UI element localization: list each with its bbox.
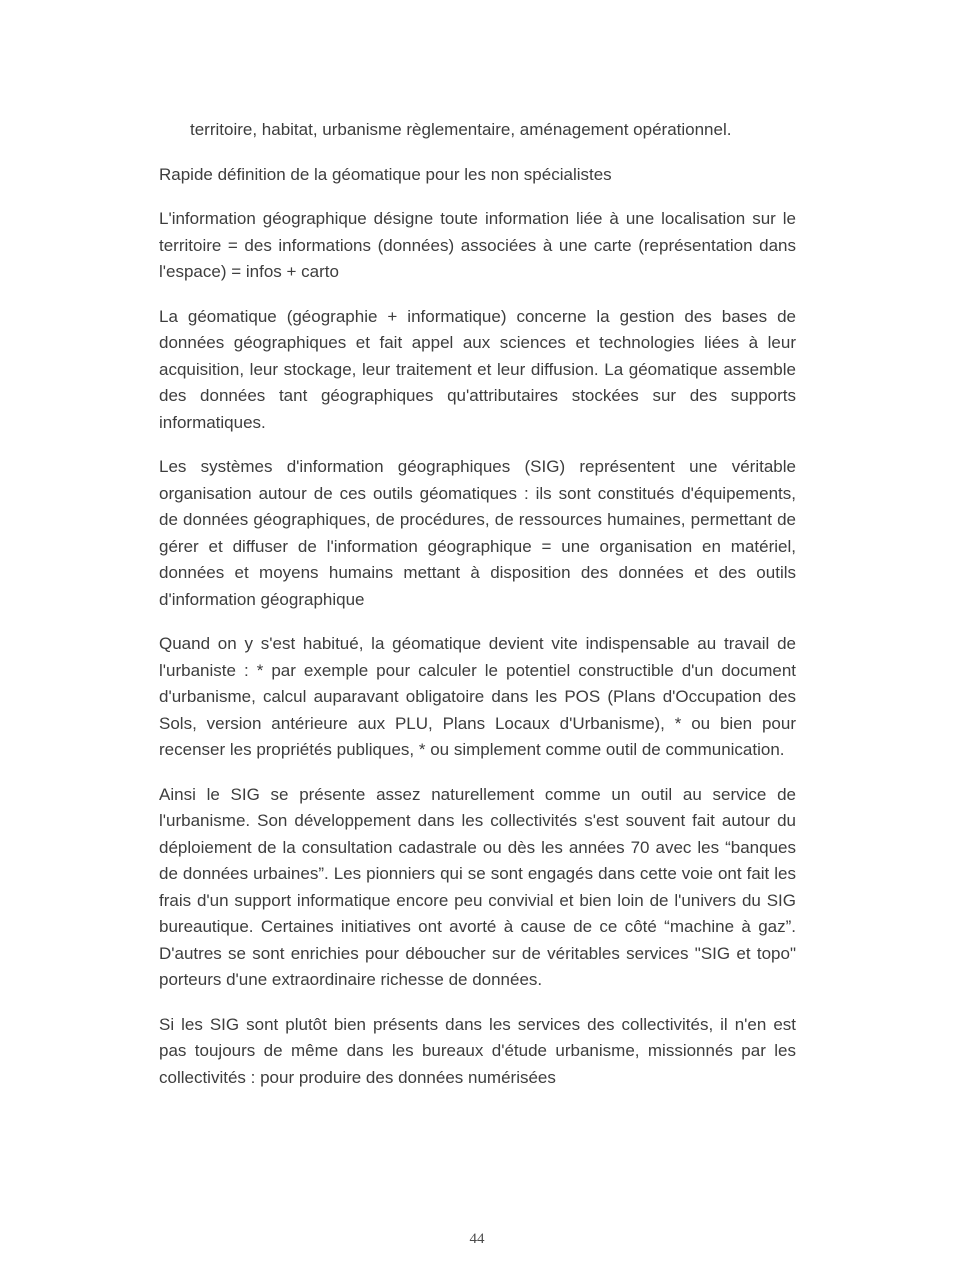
paragraph: territoire, habitat, urbanisme règlementaire, aménagement opérationnel.: [190, 120, 732, 139]
paragraph: Quand on y s'est habitué, la géomatique devient vite indispensable au travail de l'urbaniste : * par exemple pour calculer le potentiel constructible d'un document d'urbanisme, calcul auparavant obligatoire dans les POS (Plans d'Occupation des Sols, version antérieure aux PLU, Plans Locaux d'Urbanisme), * ou bien pour recenser les propriétés publiques, * ou simplement comme outil de communication.: [159, 634, 796, 759]
page-number: 44: [469, 1231, 485, 1247]
paragraph: Rapide définition de la géomatique pour les non spécialistes: [159, 164, 612, 184]
paragraph: Ainsi le SIG se présente assez naturellement comme un outil au service de l'urbanisme. Son développement dans les collectivités s'est souvent fait autour du déploiement de la consultation cadastrale ou dès les années 70 avec les “banques de données urbaines”. Les pionniers qui se sont engagés dans cette voie ont fait les frais d'un support informatique encore peu convivial et bien loin de l'univers du SIG bureautique. Certaines initiatives ont avorté à cause de ce côté “machine à gaz”. D'autres se sont enrichies pour déboucher sur de véritables services "SIG et topo" porteurs d'une extraordinaire richesse de données.: [159, 784, 796, 989]
paragraph: Les systèmes d'information géographiques (SIG) représentent une véritable organisation autour de ces outils géomatiques : ils sont constitués d'équipements, de données géographiques, de procédures, de ressources humaines, permettant de gérer et diffuser de l'information géographique = une organisation en matériel, données et moyens humains mettant à disposition des données et des outils d'information géographique: [159, 457, 796, 609]
page-content: [159, 117, 796, 1109]
paragraph: Si les SIG sont plutôt bien présents dans les services des collectivités, il n'en est pas toujours de même dans les bureaux d'étude urbanisme, missionnés par les collectivités : pour produire des données numérisées: [159, 1014, 796, 1087]
paragraph: L'information géographique désigne toute information liée à une localisation sur le territoire = des informations (données) associées à une carte (représentation dans l'espace) = infos + carto: [159, 209, 796, 281]
paragraph: La géomatique (géographie + informatique) concerne la gestion des bases de données géographiques et fait appel aux sciences et technologies liées à leur acquisition, leur stockage, leur traitement et leur diffusion. La géomatique assemble des données tant géographiques qu'attributaires stockées sur des supports informatiques.: [159, 306, 796, 432]
